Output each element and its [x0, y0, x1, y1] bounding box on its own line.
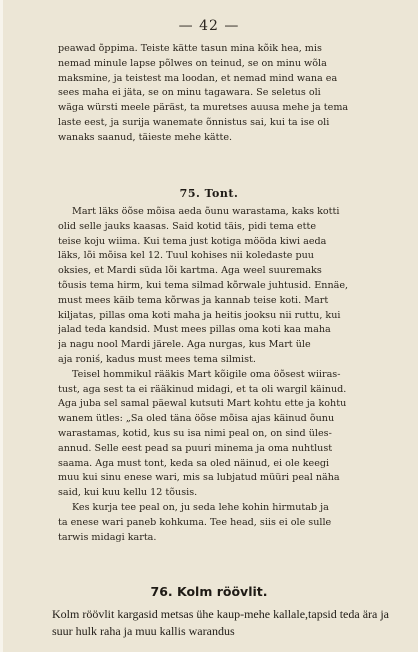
text-line: Mart läks öõse mõisa aeda õunu warastama, kaks kotti: [72, 206, 340, 217]
text-line: muu kui sinu enese wari, mis sa lubjatud müüri peal näha: [58, 472, 340, 484]
paragraph-1: [58, 42, 402, 146]
page-number: — 42 —: [178, 18, 240, 34]
paragraph-2: [58, 205, 402, 545]
text-line: saama. Aga must tont, keda sa oled näinud, ei ole keegi: [58, 457, 330, 469]
text-line: tarwis midagi karta.: [58, 531, 157, 543]
section-heading-75: 75. Tont.: [179, 187, 239, 200]
text-line: sees maha ei jäta, se on minu tagawara. Se seletus oli: [58, 87, 321, 99]
text-line: jalad teda kandsid. Must mees pillas oma koti kaa maha: [58, 324, 331, 336]
text-line: ta enese wari paneb kohkuma. Tee head, siis ei ole sulle: [58, 516, 332, 528]
text-line: Aga juba sel samal päewal kutsuti Mart kohtu ette ja kohtu: [58, 398, 347, 410]
text-line: said, kui kuu kellu 12 tõusis.: [58, 487, 198, 499]
text-line: aja roniś, kadus must mees tema silmist.: [58, 353, 256, 365]
text-line: teise koju wiima. Kui tema just kotiga mööda kiwi aeda: [58, 235, 327, 247]
text-line: olid selle jauks kaasas. Said kotid täis, pidi tema ette: [58, 220, 317, 232]
text-line: warastamas, kotid, kus su isa nimi peal on, on sind üles-: [58, 427, 332, 439]
paragraph-3: [52, 606, 402, 640]
text-line: oksies, et Mardi süda lõi kartma. Aga weel suuremaks: [58, 265, 322, 277]
page-edge: [0, 0, 3, 652]
text-line: tapsid teda ära ja suur hulk raha ja muu kallis warandus: [52, 607, 390, 638]
text-line: Teisel hommikul rääkis Mart kõigile oma öõsest wiiras-: [72, 368, 341, 380]
text-line: ja nagu nool Mardi järele. Aga nurgas, kus Mart üle: [58, 339, 311, 351]
text-line: laste eest, ja surija wanemate õnnistus sai, kui ta ise oli: [58, 116, 330, 128]
text-line: maksmine, ja teistest ma loodan, et nemad mind wana ea: [58, 72, 338, 84]
text-line: wanaks saanud, täieste mehe kätte.: [58, 131, 233, 143]
text-line: annud. Selle eest pead sa puuri minema ja oma nuhtlust: [58, 442, 333, 454]
section-heading-76: 76. Kolm röövlit.: [150, 584, 268, 599]
text-line: läks, lõi mõisa kel 12. Tuul kohises nii koledaste puu: [58, 250, 314, 262]
text-line: tõusis tema hirm, kui tema silmad kõrwale juhtusid. Ennäe,: [58, 279, 349, 291]
text-line: must mees käib tema kõrwas ja kannab teise koti. Mart: [58, 294, 329, 306]
text-line: wanem ütles: „Sa oled täna öõse mõisa ajas käinud õunu: [58, 413, 335, 425]
text-line: nemad minule lapse põlwes on teinud, se on minu wõla: [58, 57, 327, 69]
text-line: tust, aga sest ta ei rääkinud midagi, et ta oli wargil käinud.: [58, 383, 347, 395]
text-line: Kolm röövlit kargasid metsas ühe kaup-mehe kallale,: [52, 607, 309, 621]
text-line: peawad õppima. Teiste kätte tasun mina kõik hea, mis: [58, 43, 322, 54]
text-line: Kes kurja tee peal on, ju seda lehe kohin hirmutab ja: [72, 501, 329, 513]
text-line: wäga würsti meele päräst, ta muretses auusa mehe ja tema: [58, 102, 349, 114]
text-line: kiljatas, pillas oma koti maha ja heitis jooksu nii ruttu, kui: [58, 309, 341, 321]
